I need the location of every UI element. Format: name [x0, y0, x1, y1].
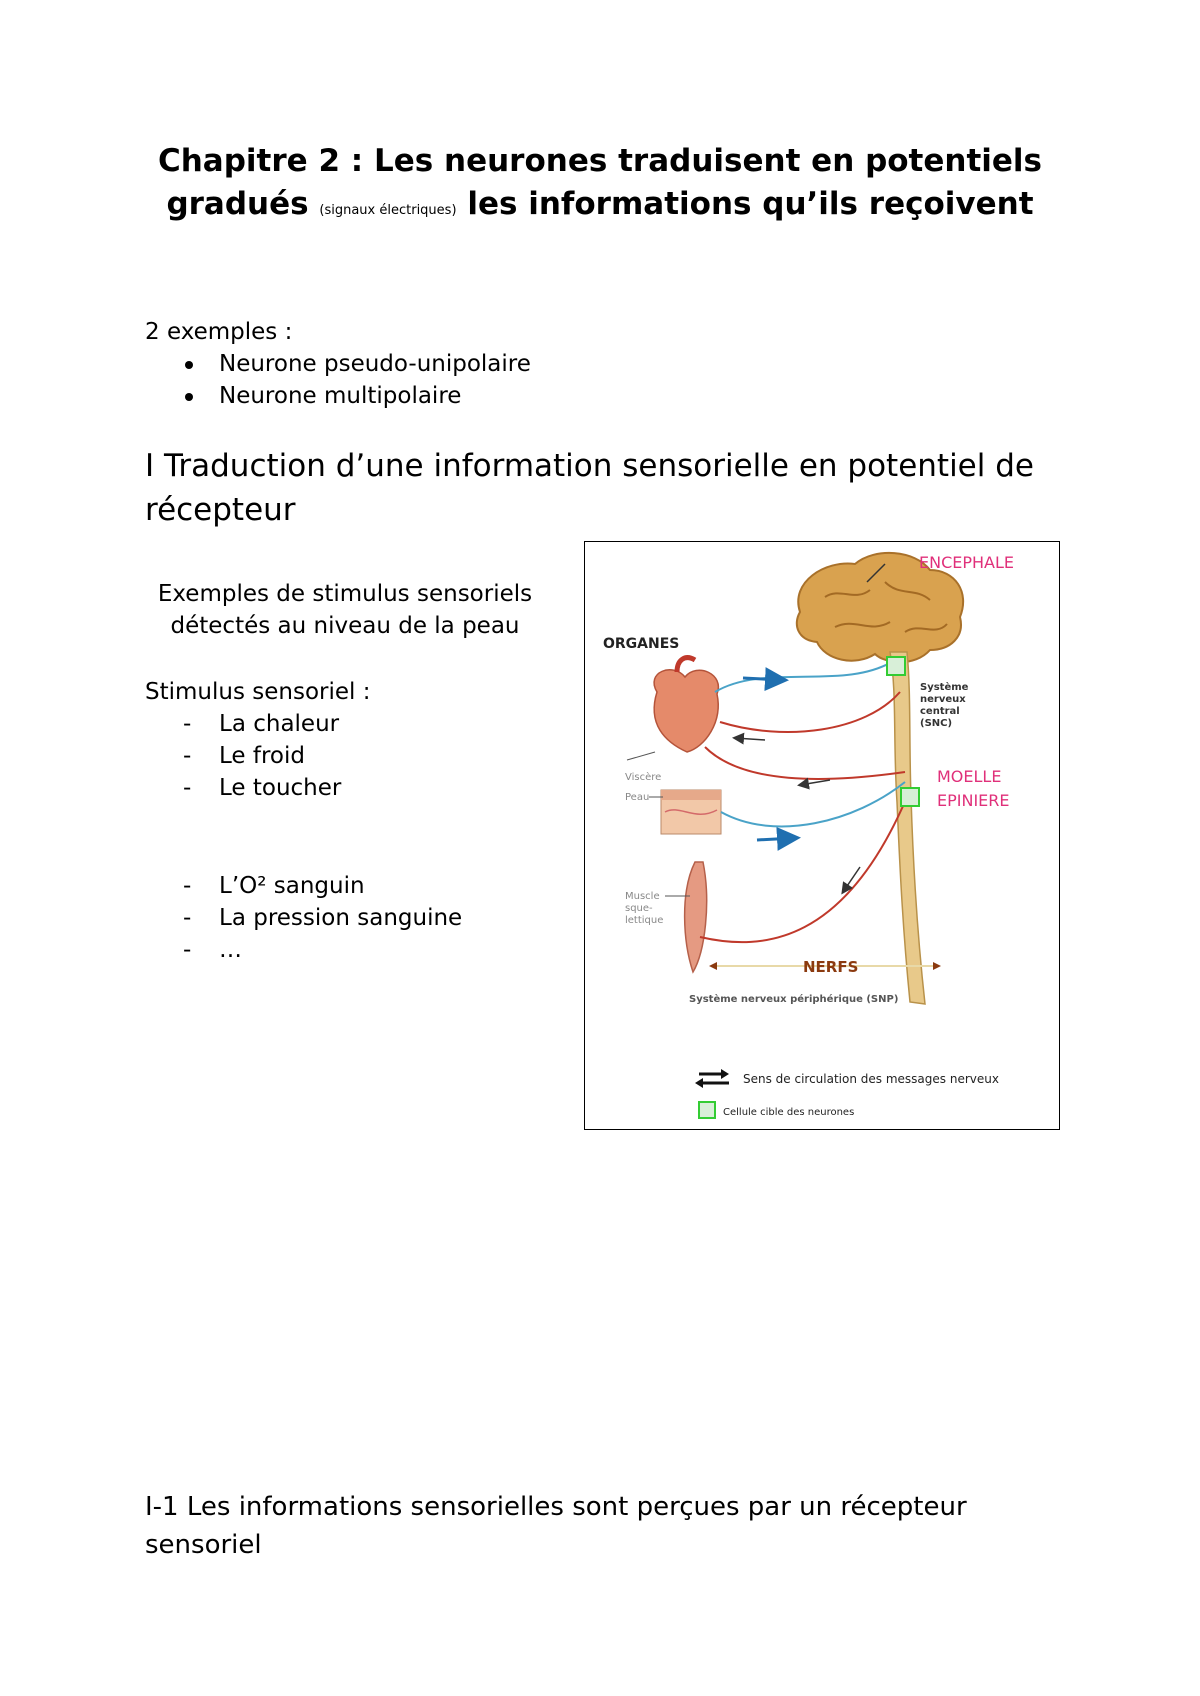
- label-encephale: ENCEPHALE: [919, 553, 1015, 572]
- label-organes: ORGANES: [603, 636, 680, 652]
- chapter-title: [150, 140, 1050, 232]
- list-item: - La pression sanguine: [145, 902, 575, 934]
- efferent-nerve-muscle: [700, 797, 907, 942]
- efferent-nerve-heart: [720, 692, 900, 732]
- heart-illustration: [654, 658, 718, 752]
- title-part1: Chapitre 2 : Les neurones traduisent en potentiels gradués: [157, 143, 1043, 222]
- arrow-icon: [735, 738, 765, 740]
- label-moelle-2: EPINIERE: [937, 791, 1010, 810]
- efferent-nerve-viscera: [705, 747, 905, 779]
- target-cell-icon: [887, 657, 905, 675]
- legend-cell-text: Cellule cible des neurones: [723, 1107, 855, 1118]
- stimulus-list-internal: [145, 870, 575, 966]
- list-item: - Le toucher: [145, 772, 575, 804]
- intro-block: [145, 316, 531, 412]
- legend-cell-icon: [699, 1102, 715, 1118]
- list-item: - L’O² sanguin: [145, 870, 575, 902]
- label-snc-4: (SNC): [920, 718, 953, 729]
- muscle-illustration: [685, 862, 707, 972]
- label-snc-2: nerveux: [920, 694, 966, 705]
- stimulus-examples-title: Exemples de stimulus sensoriels détectés au niveau de la peau: [157, 581, 533, 639]
- subsection-heading: I-1 Les informations sensorielles sont perçues par un récepteur sensoriel: [145, 1492, 967, 1560]
- label-viscere: Viscère: [625, 772, 662, 783]
- afferent-nerve-heart: [715, 660, 895, 692]
- label-nerfs: NERFS: [803, 958, 859, 976]
- label-snc-3: central: [920, 706, 960, 717]
- arrow-icon: [743, 678, 783, 680]
- stimulus-label: Stimulus sensoriel :: [145, 679, 371, 705]
- skin-illustration: [661, 790, 721, 834]
- intro-label: 2 exemples :: [145, 319, 293, 345]
- label-muscle-2: sque-: [625, 903, 653, 914]
- stimulus-list-skin: [145, 708, 575, 804]
- title-small-note: (signaux électriques): [319, 203, 457, 218]
- label-snc-1: Système: [920, 682, 969, 693]
- label-peau: Peau: [625, 792, 650, 803]
- label-muscle-1: Muscle: [625, 891, 660, 902]
- nervous-system-figure: [584, 541, 1060, 1130]
- legend-arrows-text: Sens de circulation des messages nerveux: [743, 1072, 999, 1086]
- legend-arrows-icon: [695, 1069, 729, 1088]
- label-moelle-1: MOELLE: [937, 767, 1002, 786]
- list-item: Neurone multipolaire: [145, 380, 531, 412]
- list-item: - La chaleur: [145, 708, 575, 740]
- intro-list: [145, 348, 531, 412]
- nervous-system-diagram: [585, 542, 1058, 1128]
- label-snp: Système nerveux périphérique (SNP): [689, 994, 899, 1005]
- target-cell-icon: [901, 788, 919, 806]
- title-part2: les informations qu’ils reçoivent: [467, 186, 1034, 222]
- stimulus-block: [145, 578, 575, 966]
- list-item: - Le froid: [145, 740, 575, 772]
- list-item: - …: [145, 934, 575, 966]
- afferent-nerve-skin: [721, 782, 905, 826]
- list-item: Neurone pseudo-unipolaire: [145, 348, 531, 380]
- arrow-icon: [757, 838, 795, 840]
- label-muscle-3: lettique: [625, 915, 664, 926]
- section-heading: I Traduction d’une information sensorielle en potentiel de récepteur: [145, 448, 1034, 528]
- arrow-icon: [800, 780, 830, 785]
